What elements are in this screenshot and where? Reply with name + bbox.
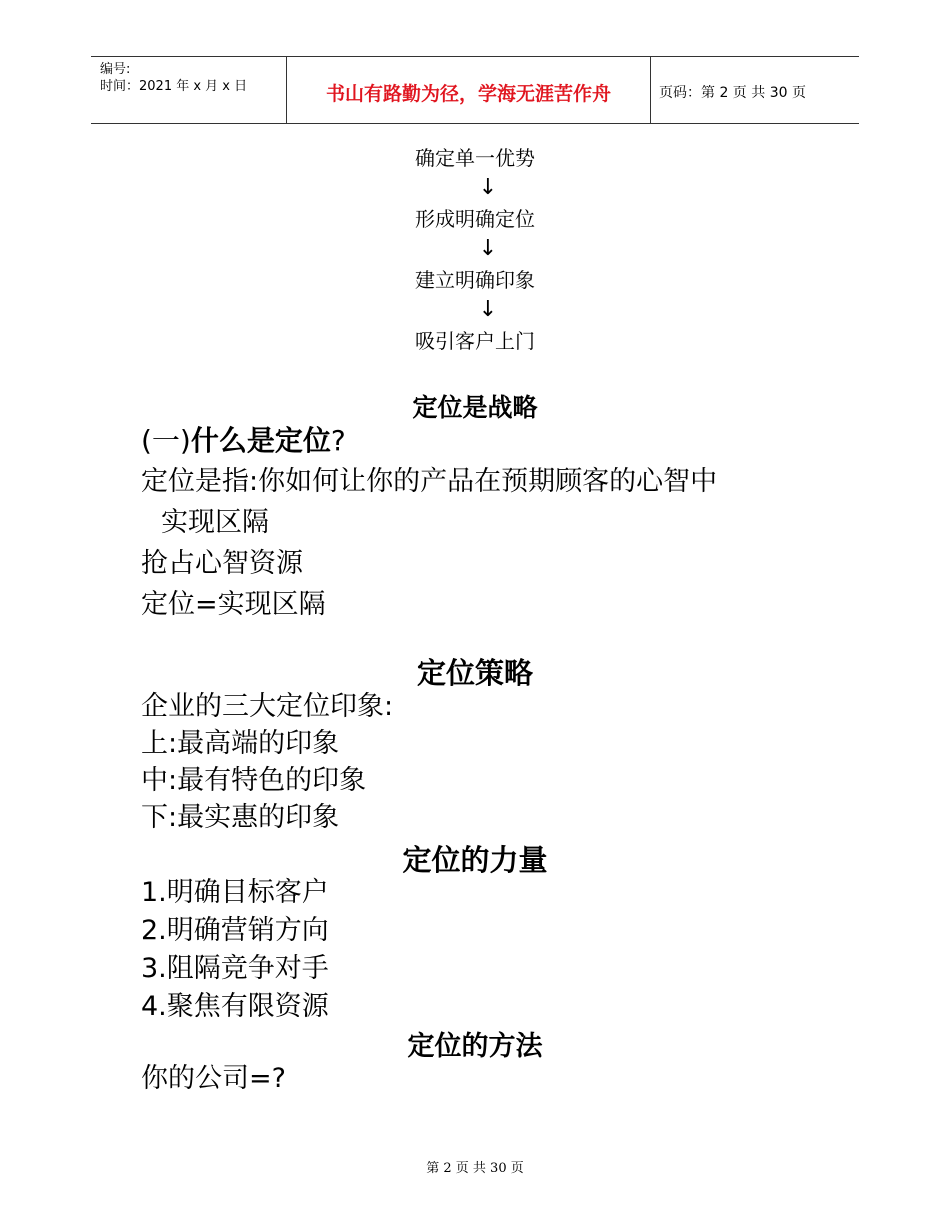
list-item: 2.明确营销方向 [141, 915, 329, 946]
flow-step-4: 吸引客户上门 [415, 329, 535, 353]
header-page-info: 页码：第 2 页 共 30 页 [659, 85, 806, 101]
flow-arrow-down-icon: ↓ [478, 236, 498, 261]
section-title-strategy: 定位是战略 [412, 393, 538, 422]
flow-arrow-down-icon: ↓ [478, 297, 498, 322]
header-page-cell [650, 57, 859, 123]
list-item: 中:最有特色的印象 [141, 765, 367, 796]
header-left-cell [91, 57, 286, 123]
list-item: 1.明确目标客户 [141, 877, 329, 908]
list-item: 企业的三大定位印象: [141, 691, 394, 722]
list-item: 上:最高端的印象 [141, 728, 340, 759]
question-bold: 什么是定位 [190, 424, 331, 457]
flow-step-1: 确定单一优势 [415, 146, 535, 170]
document-number-label: 编号: [100, 62, 131, 77]
list-item: 你的公司=? [141, 1063, 286, 1094]
definition-line-continued: 实现区隔 [161, 507, 269, 538]
document-time-label: 时间：2021 年 x 月 x 日 [100, 79, 248, 94]
list-item: 4.聚焦有限资源 [141, 991, 329, 1022]
question-suffix: ? [330, 424, 346, 457]
list-item: 下:最实惠的印象 [141, 802, 340, 833]
page-footer: 第 2 页 共 30 页 [426, 1161, 524, 1176]
header-motto: 书山有路勤为径，学海无涯苦作舟 [325, 83, 611, 105]
header-motto-cell [286, 57, 651, 123]
flow-step-3: 建立明确印象 [415, 268, 535, 292]
flow-arrow-down-icon: ↓ [478, 175, 498, 200]
positioning-equation-line: 定位=实现区隔 [141, 589, 326, 620]
section-title-positioning-strategy: 定位策略 [416, 656, 533, 690]
mindshare-line: 抢占心智资源 [141, 548, 303, 579]
definition-line: 定位是指:你如何让你的产品在预期顾客的心智中 [141, 466, 718, 497]
question-heading [141, 424, 346, 458]
question-prefix: (一) [141, 424, 191, 457]
flow-step-2: 形成明确定位 [415, 207, 535, 231]
page-header [91, 56, 859, 124]
section-title-positioning-power: 定位的力量 [402, 843, 548, 877]
list-item: 3.阻隔竞争对手 [141, 953, 329, 984]
section-title-positioning-method: 定位的方法 [407, 1031, 543, 1062]
